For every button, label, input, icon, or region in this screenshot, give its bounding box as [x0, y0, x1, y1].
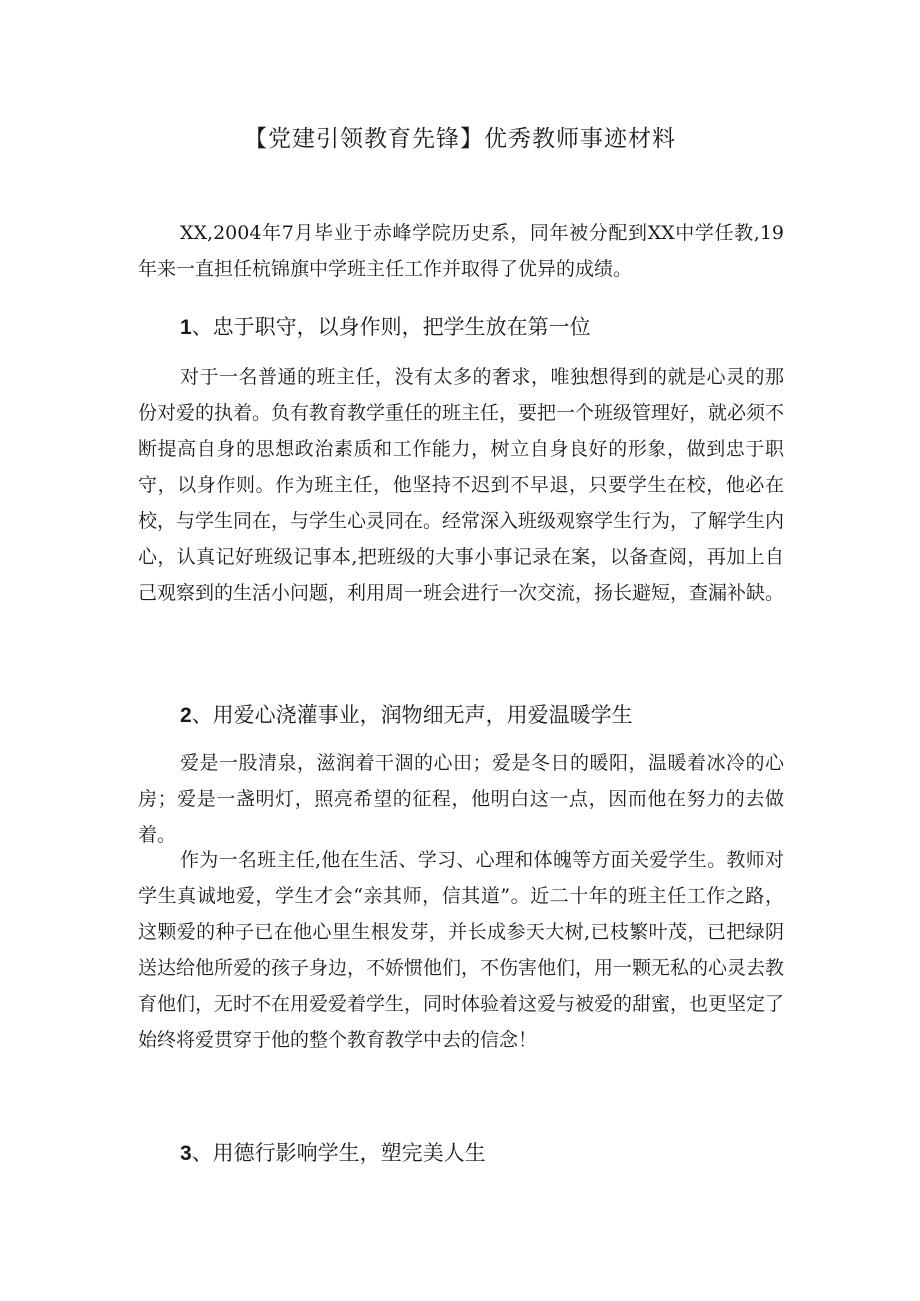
section-2-title: 、用爱心浇灌事业，润物细无声，用爱温暖学生	[191, 703, 633, 727]
section-1-number: 1	[180, 316, 192, 339]
section-2-paragraph-2: 作为一名班主任,他在生活、学习、心理和体魄等方面关爱学生。教师对学生真诚地爱，学生才会“亲其师，信其道”。近二十年的班主任工作之路，这颗爱的种子已在他心里生根发芽，并长成参天大树,已枝繁叶茂，已把绿阴送达给他所爱的孩子身边，不娇惯他们，不伤害他们，用一颗无私的心灵去教育他们，无时不在用爱爱着学生，同时体验着这爱与被爱的甜蜜，也更坚定了始终将爱贯穿于他的整个教育教学中去的信念！	[138, 849, 785, 1051]
section-3-heading	[180, 1136, 486, 1171]
section-1-title: 、忠于职守，以身作则，把学生放在第一位	[191, 315, 591, 339]
intro-paragraph: XX,2004年7月毕业于赤峰学院历史系，同年被分配到XX中学任教,19年来一直担任杭锦旗中学班主任工作并取得了优异的成绩。	[138, 222, 784, 280]
section-3-title: 、用德行影响学生，塑完美人生	[191, 1141, 486, 1165]
section-2-number: 2	[180, 704, 192, 727]
section-2-heading	[180, 698, 633, 733]
section-2-paragraph-1: 爱是一股清泉，滋润着干涸的心田；爱是冬日的暖阳，温暖着冰冷的心房；爱是一盏明灯，照亮希望的征程，他明白这一点，因而他在努力的去做着。	[138, 752, 784, 846]
document-title: 【党建引领教育先锋】优秀教师事迹材料	[244, 126, 676, 152]
section-3-number: 3	[180, 1142, 192, 1165]
section-1-heading	[180, 310, 591, 345]
section-1-paragraph-1: 对于一名普通的班主任，没有太多的奢求，唯独想得到的就是心灵的那份对爱的执着。负有教育教学重任的班主任，要把一个班级管理好，就必须不断提高自身的思想政治素质和工作能力，树立自身良好的形象，做到忠于职守，以身作则。作为班主任，他坚持不迟到不早退，只要学生在校，他必在校，与学生同在，与学生心灵同在。经常深入班级观察学生行为，了解学生内心，认真记好班级记事本,把班级的大事小事记录在案，以备查阅，再加上自己观察到的生活小问题，利用周一班会进行一次交流，扬长避短，查漏补缺。	[138, 366, 785, 604]
